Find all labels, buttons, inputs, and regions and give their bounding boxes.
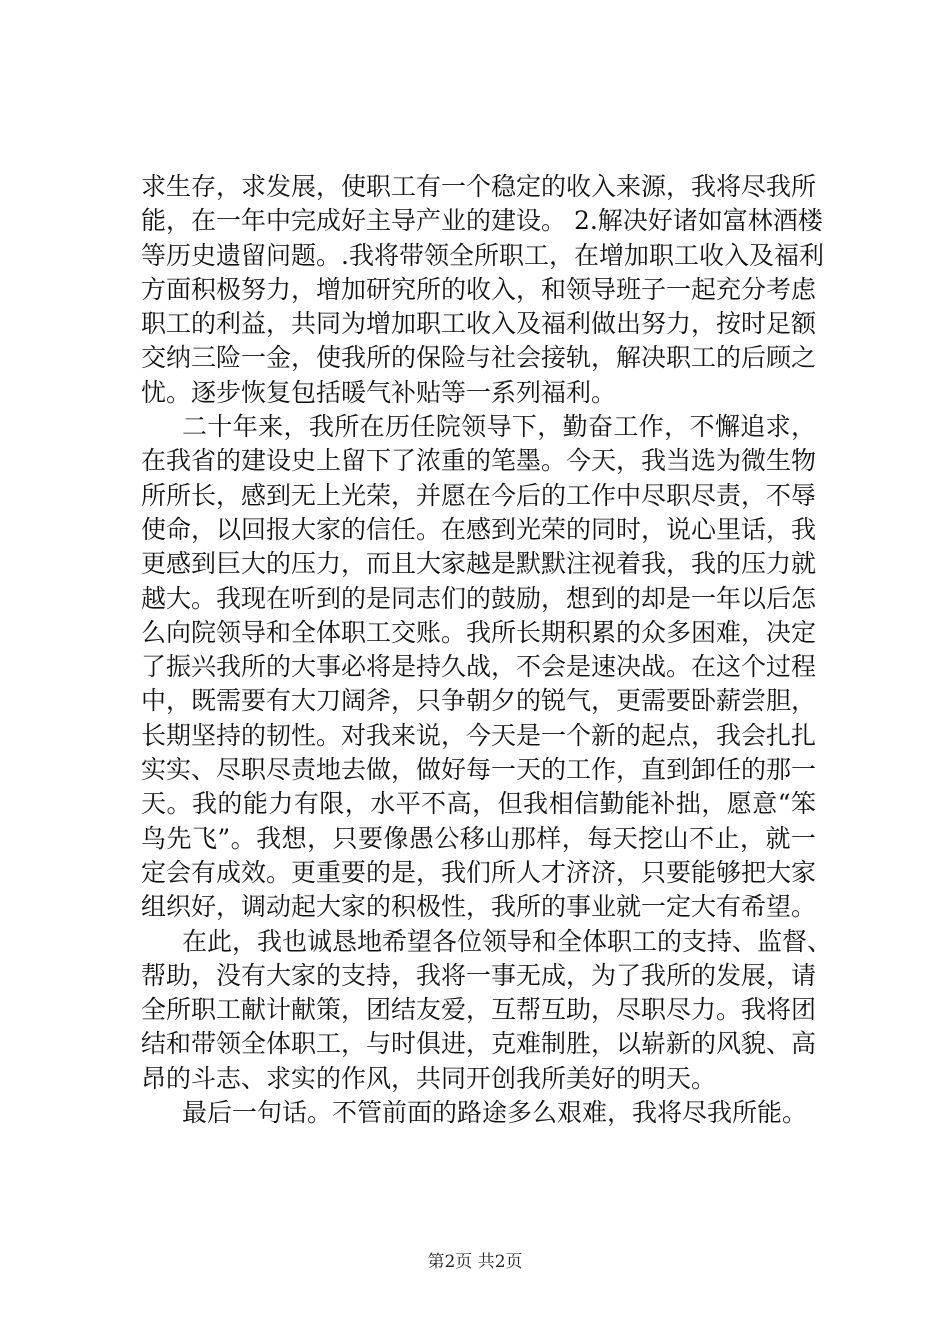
text-line: 方面积极努力，增加研究所的收入，和领导班子一起充分考虑: [141, 274, 817, 304]
page-number-footer: 第2页 共2页: [427, 1252, 523, 1272]
text-line: 了振兴我所的大事必将是持久战，不会是速决战。在这个过程: [141, 652, 817, 682]
text-line: 使命，以回报大家的信任。在感到光荣的同时，说心里话，我: [141, 514, 817, 544]
text-line: 最后一句话。不管前面的路途多么艰难，我将尽我所能。: [182, 1098, 808, 1128]
text-line: 组织好，调动起大家的积极性，我所的事业就一定大有希望。: [141, 892, 817, 922]
text-line: 中，既需要有大刀阔斧，只争朝夕的锐气，更需要卧薪尝胆，: [141, 686, 817, 716]
text-line: 更感到巨大的压力，而且大家越是默默注视着我，我的压力就: [141, 549, 817, 579]
paragraph-4: [141, 1096, 816, 1130]
text-line: 二十年来，我所在历任院领导下，勤奋工作，不懈追求，: [182, 412, 816, 442]
text-line: 等历史遗留问题。.我将带领全所职工，在增加职工收入及福利: [141, 240, 824, 270]
text-line: 职工的利益，共同为增加职工收入及福利做出努力，按时足额: [141, 309, 817, 339]
paragraph-2: [141, 410, 816, 924]
text-line: 越大。我现在听到的是同志们的鼓励，想到的却是一年以后怎: [141, 583, 817, 613]
text-line: 所所长，感到无上光荣，并愿在今后的工作中尽职尽责，不辱: [141, 480, 817, 510]
text-line: 交纳三险一金，使我所的保险与社会接轨，解决职工的后顾之: [141, 343, 817, 373]
text-line: 结和带领全体职工，与时俱进，克难制胜，以崭新的风貌、高: [141, 1029, 817, 1059]
document-body: [141, 170, 833, 1130]
text-line: 在此，我也诚恳地希望各位领导和全体职工的支持、监督、: [182, 926, 833, 956]
text-line: 昂的斗志、求实的作风，共同开创我所美好的明天。: [141, 1063, 717, 1093]
text-line: 能，在一年中完成好主导产业的建设。 2.解决好诸如富林酒楼: [141, 206, 823, 236]
text-line: 忧。逐步恢复包括暖气补贴等一系列福利。: [141, 377, 617, 407]
text-line: 定会有成效。更重要的是，我们所人才济济，只要能够把大家: [141, 857, 817, 887]
text-line: 鸟先飞”。我想，只要像愚公移山那样，每天挖山不止，就一: [141, 823, 816, 853]
text-line: 求生存，求发展，使职工有一个稳定的收入来源，我将尽我所: [141, 172, 817, 201]
text-line: 帮助，没有大家的支持，我将一事无成，为了我所的发展，请: [141, 960, 817, 990]
text-line: 么向院领导和全体职工交账。我所长期积累的众多困难，决定: [141, 617, 817, 647]
text-line: 天。我的能力有限，水平不高，但我相信勤能补拙，愿意“笨: [141, 789, 816, 819]
paragraph-3: [141, 925, 833, 1096]
text-line: 长期坚持的韧性。对我来说，今天是一个新的起点，我会扎扎: [141, 720, 817, 750]
paragraph-1: [141, 170, 824, 410]
text-line: 全所职工献计献策，团结友爱，互帮互助，尽职尽力。我将团: [141, 995, 817, 1025]
text-line: 在我省的建设史上留下了浓重的笔墨。今天，我当选为微生物: [141, 446, 817, 476]
text-line: 实实、尽职尽责地去做，做好每一天的工作，直到卸任的那一: [141, 755, 817, 785]
